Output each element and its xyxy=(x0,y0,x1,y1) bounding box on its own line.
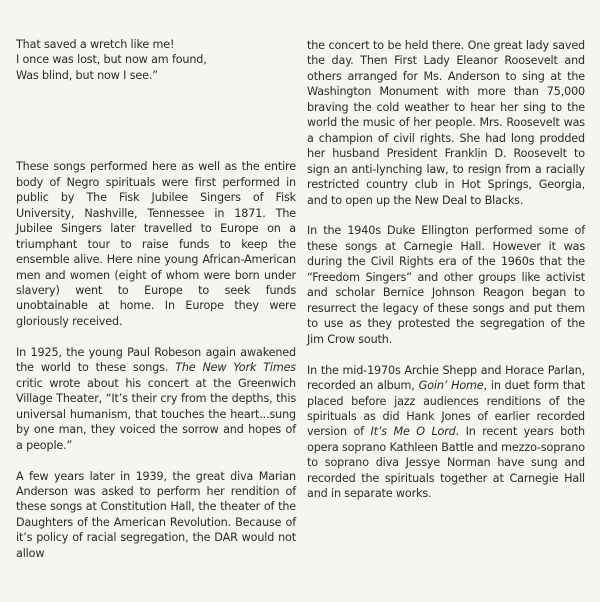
anderson-paragraph: A few years later in 1939, the great diva Marian Anderson was asked to perform her rendition of these songs at Constitution Hall, the theater of the Daughters of the American Revolution. Because of it’s policy of racial segregation, the DAR would not allow xyxy=(16,469,296,560)
poem-line: I once was lost, but now am found, xyxy=(16,53,207,67)
robeson-text-start: In 1925, the young Paul Robeson again awakened the world to these songs. xyxy=(16,345,296,375)
shepp-text-middle: , in duet form that placed before jazz audiences renditions of the spirituals as did Hank Jones of earlier recorded version of xyxy=(307,379,585,439)
ellington-paragraph: In the 1940s Duke Ellington performed some of these songs at Carnegie Hall. However it was during the Civil Rights era of the 1960s that the “Freedom Singers” and other groups like activist and scholar Bernice Johnson Reagon began to resurrect the legacy of these songs and put them to use as they protested the segregation of the Jim Crow south. xyxy=(307,224,585,346)
shepp-text-end: . In recent years both opera soprano Kathleen Battle and mezzo-soprano to soprano diva Jessye Norman have sung and recorded the spirituals together at Carnegie Hall and in separate works. xyxy=(307,425,585,501)
roosevelt-paragraph: the concert to be held there. One great lady saved the day. Then First Lady Eleanor Roosevelt and others arranged for Ms. Anderson to sing at the Washington Monument with more than 75,000 braving the cold weather to hear her sing to the world the music of her people. Mrs. Roosevelt was a champion of civil rights. She had long prodded her husband President Franklin D. Roosevelt to sign an anti-lynching law, to resign from a racially restricted country club in Hot Springs, Georgia, and to open up the New Deal to Blacks. xyxy=(307,39,585,207)
newspaper-title: The New York Times xyxy=(175,361,296,375)
right-column xyxy=(307,38,585,517)
fisk-jubilee-paragraph: These songs performed here as well as the entire body of Negro spirituals were first performed in public by The Fisk Jubilee Singers of Fisk University, Nashville, Tennessee in 1871. The Jubilee Singers later travelled to Europe on a triumphant tour to raise funds to keep the ensemble alive. Here nine young African-American men and women (eight of whom were born under slavery) went to Europe to seek funds unobtainable at home. In Europe they were gloriously received. xyxy=(16,160,296,328)
hymn-excerpt xyxy=(16,37,296,83)
recording-title: It’s Me O Lord xyxy=(370,425,456,439)
shepp-paragraph xyxy=(307,363,585,502)
poem-line: Was blind, but now I see.” xyxy=(16,68,158,82)
poem-line: That saved a wretch like me! xyxy=(16,38,175,51)
robeson-paragraph xyxy=(16,345,296,453)
robeson-text-end: critic wrote about his concert at the Greenwich Village Theater, “It’s their cry from the depths, this universal humanism, that touches the heart...sung by one man, they voiced the sorrow and hopes of a people.” xyxy=(16,376,296,452)
shepp-text-start: In the mid-1970s Archie Shepp and Horace Parlan, recorded an album, xyxy=(307,363,585,393)
left-column xyxy=(16,37,296,577)
album-title: Goin’ Home xyxy=(418,379,484,393)
